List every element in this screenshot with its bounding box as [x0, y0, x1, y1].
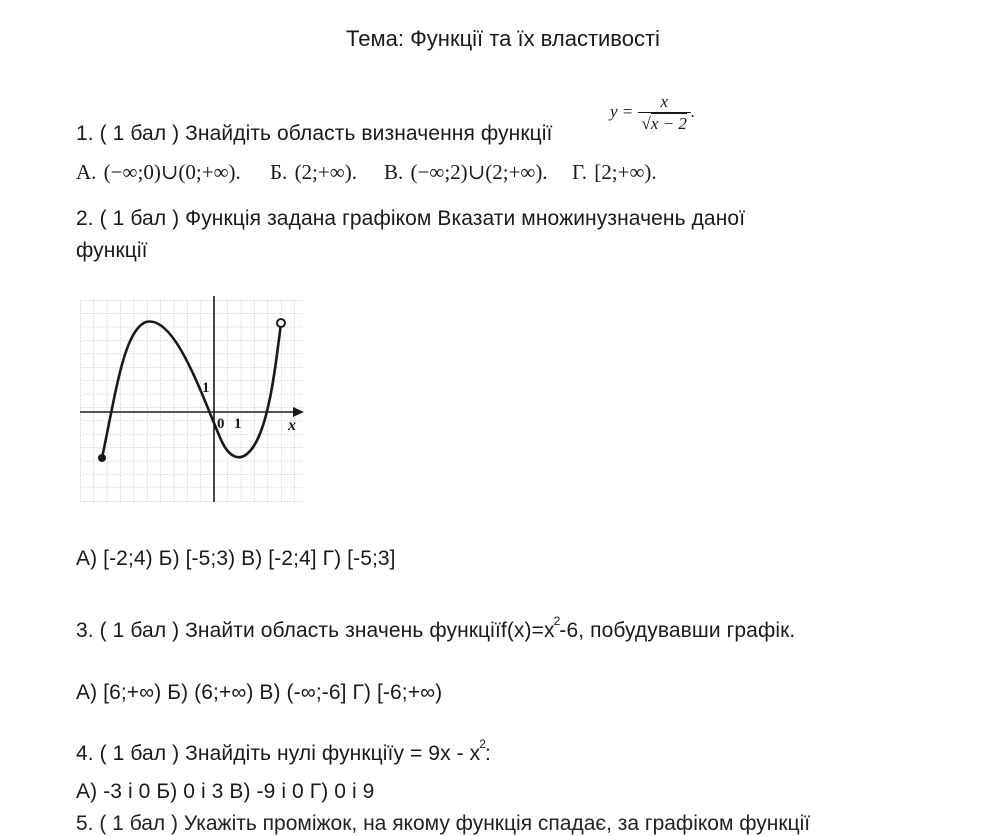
question-4-text-start: 4. ( 1 бал ) Знайдіть нулі функціїу = 9х - х	[76, 742, 481, 765]
option-label: В.	[384, 160, 404, 184]
x-axis-label: x	[288, 417, 296, 434]
question-4-text-end: :	[485, 742, 491, 765]
option-label: Г.	[572, 160, 588, 184]
origin-label: 0	[217, 416, 225, 432]
question-3-options: А) [6;+∞) Б) (6;+∞) В) (-∞;-6] Г) [-6;+∞)	[76, 681, 443, 704]
question-3-text-start: 3. ( 1 бал ) Знайти область значень функціїf(x)=x	[76, 619, 555, 642]
question-1-text: 1. ( 1 бал ) Знайдіть область визначення функції	[76, 122, 553, 145]
question-1-option-c	[384, 160, 548, 185]
formula-numerator: x	[660, 92, 668, 111]
formula-lhs: y =	[610, 101, 634, 121]
question-1-option-b	[270, 160, 357, 185]
question-3-text-end: -6, побудувавши графік.	[559, 619, 796, 642]
y-tick-label: 1	[202, 380, 210, 396]
page-title: Тема: Функції та їх властивості	[346, 26, 660, 51]
question-1-option-d	[572, 160, 657, 185]
question-1-formula	[610, 92, 695, 134]
formula-denominator	[638, 112, 691, 134]
open-endpoint-icon	[277, 319, 285, 327]
question-2-options: А) [-2;4) Б) [-5;3) В) [-2;4] Г) [-5;3]	[76, 547, 396, 570]
formula-radicand: x − 2	[650, 114, 687, 133]
option-value: (2;+∞).	[294, 160, 357, 184]
option-value: [2;+∞).	[594, 160, 657, 184]
question-2-line-2: функції	[76, 239, 148, 262]
question-4-text	[76, 737, 491, 766]
exponent: 2	[553, 614, 561, 628]
formula-fraction	[638, 92, 691, 134]
option-value: (−∞;0)∪(0;+∞).	[103, 160, 241, 184]
function-graph	[76, 292, 308, 506]
x-tick-label: 1	[234, 416, 242, 432]
closed-endpoint-icon	[98, 454, 106, 462]
question-1-option-a	[76, 160, 241, 185]
option-label: Б.	[270, 160, 288, 184]
question-5-partial: 5. ( 1 бал ) Укажіть проміжок, на якому функція спадає, за графіком функції	[76, 812, 811, 835]
option-value: (−∞;2)∪(2;+∞).	[410, 160, 548, 184]
question-2-line-1: 2. ( 1 бал ) Функція задана графіком Вказати множинузначень даної	[76, 207, 746, 230]
formula-trailing: .	[690, 101, 696, 121]
exponent: 2	[479, 737, 487, 751]
sqrt-icon: √	[641, 114, 651, 133]
option-label: А.	[76, 160, 97, 184]
question-3-text	[76, 614, 796, 643]
question-4-options: А) -3 і 0 Б) 0 і 3 В) -9 і 0 Г) 0 і 9	[76, 780, 375, 803]
